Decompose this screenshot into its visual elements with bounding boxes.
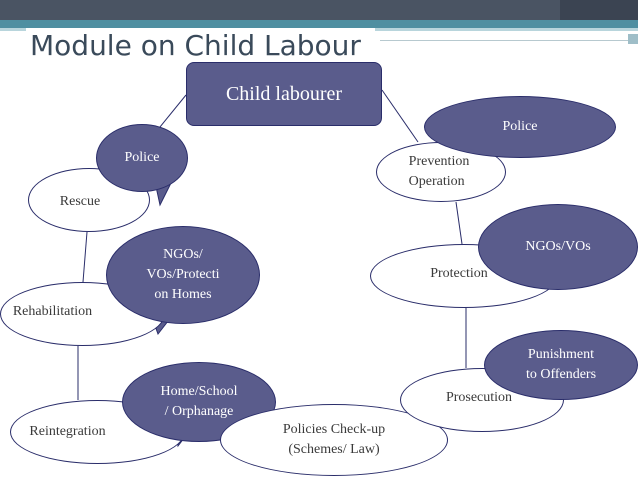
node-reintegration-label: Reintegration xyxy=(29,424,106,439)
connector-center-prevention xyxy=(382,90,418,142)
node-rescue-label: Rescue xyxy=(59,194,101,209)
slide-title: Module on Child Labour xyxy=(26,28,375,64)
node-prosecution-label: Prosecution xyxy=(445,390,513,405)
node-prevention-label: Prevention Operation xyxy=(408,154,470,189)
node-rehabilitation-label: Rehabilitation xyxy=(12,304,93,319)
callout-home-school: Home/School / Orphanage xyxy=(122,362,276,442)
node-policies-checkup: Policies Check-up (Schemes/ Law) xyxy=(220,404,448,476)
connector-rescue-rehab xyxy=(83,232,87,282)
node-protection-label: Protection xyxy=(430,266,488,281)
center-box: Child labourer xyxy=(186,62,382,126)
callout-punishment: Punishment to Offenders xyxy=(484,330,638,400)
connector-prevention-protection xyxy=(456,202,462,244)
callout-police-left: Police xyxy=(96,124,188,192)
callout-ngos-vos: NGOs/VOs xyxy=(478,204,638,290)
callout-ngos-homes: NGOs/ VOs/Protecti on Homes xyxy=(106,226,260,324)
callout-police-right: Police xyxy=(424,96,616,158)
